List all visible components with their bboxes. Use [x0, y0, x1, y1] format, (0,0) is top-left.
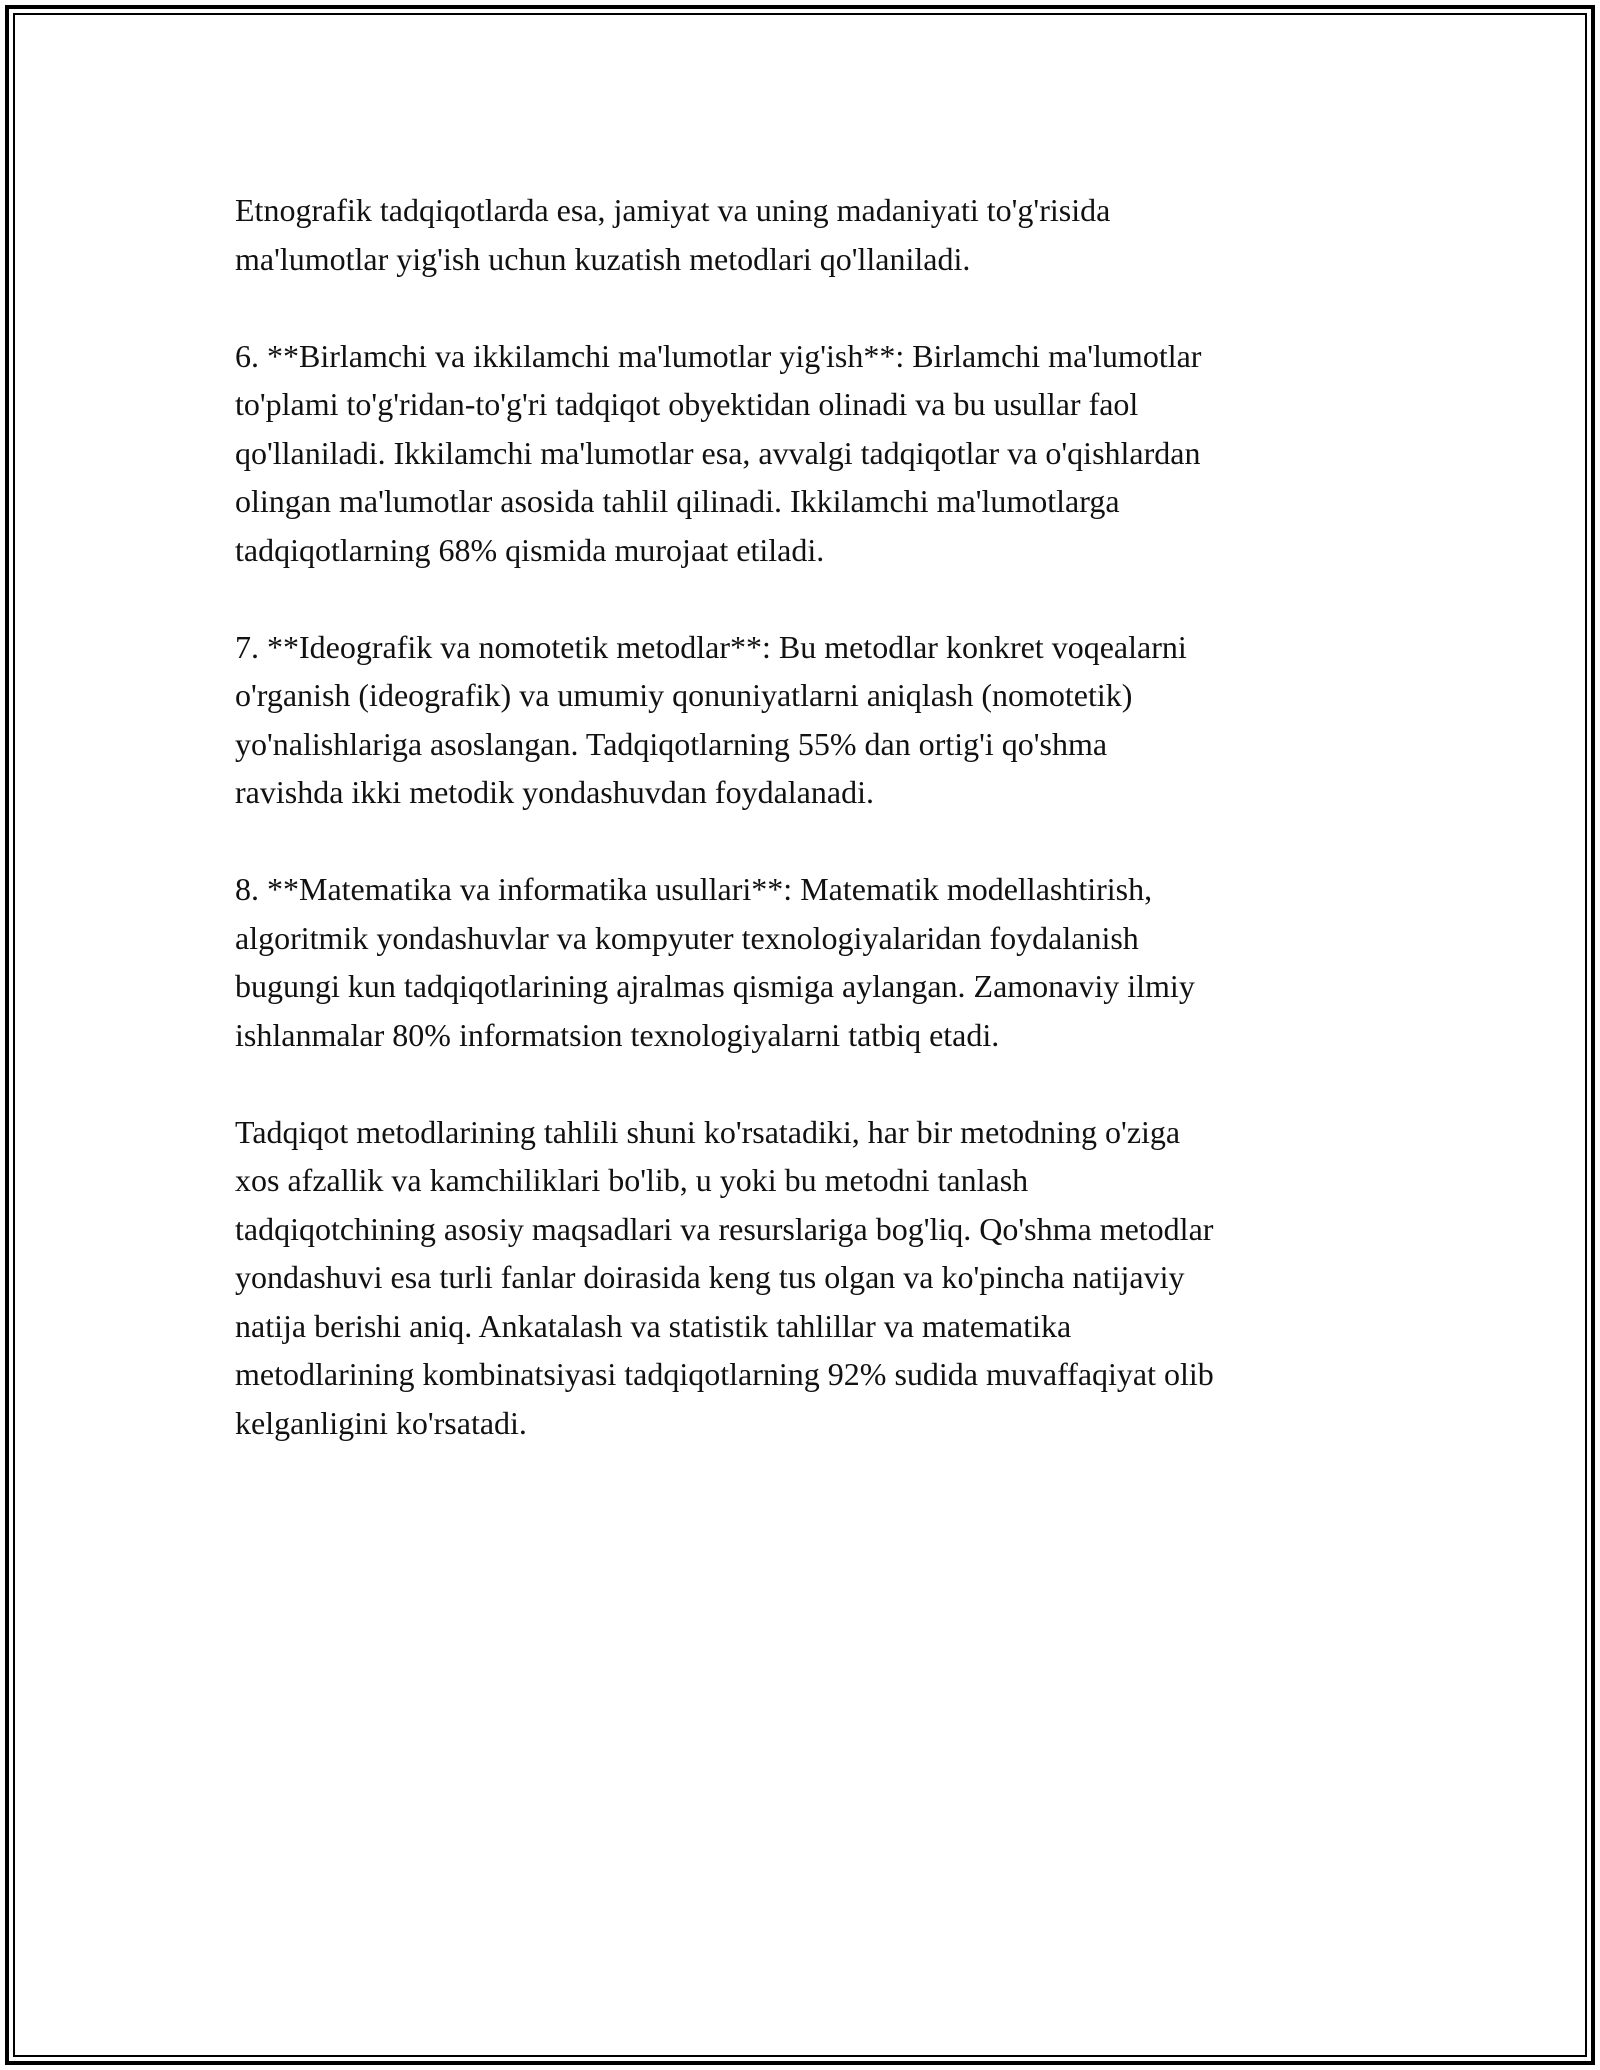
- text-line: qo'llaniladi. Ikkilamchi ma'lumotlar esa, avvalgi tadqiqotlar va o'qishlardan: [235, 434, 1201, 471]
- text-line: ma'lumotlar yig'ish uchun kuzatish metodlari qo'llaniladi.: [235, 240, 971, 277]
- text-line: natija berishi aniq. Ankatalash va statistik tahlillar va matematika: [235, 1307, 1072, 1344]
- paragraph-item-8: [235, 865, 1385, 1059]
- text-line: bugungi kun tadqiqotlarining ajralmas qismiga aylangan. Zamonaviy ilmiy: [235, 968, 1195, 1004]
- text-line: algoritmik yondashuvlar va kompyuter texnologiyalaridan foydalanish: [235, 919, 1139, 956]
- text-line: ravishda ikki metodik yondashuvdan foydalanadi.: [235, 774, 874, 810]
- text-line: Tadqiqot metodlarining tahlili shuni ko'rsatadiki, har bir metodning o'ziga: [235, 1113, 1181, 1150]
- text-line: metodlarining kombinatsiyasi tadqiqotlarning 92% sudida muvaffaqiyat olib: [235, 1356, 1214, 1392]
- text-line: olingan ma'lumotlar asosida tahlil qilinadi. Ikkilamchi ma'lumotlarga: [235, 483, 1120, 519]
- text-line: tadqiqotchining asosiy maqsadlari va resurslariga bog'liq. Qo'shma metodlar: [235, 1210, 1214, 1247]
- paragraph-item-7: [235, 623, 1385, 817]
- text-line: yondashuvi esa turli fanlar doirasida keng tus olgan va ko'pincha natijaviy: [235, 1259, 1185, 1295]
- paragraph-item-6: [235, 332, 1385, 575]
- text-line: kelganligini ko'rsatadi.: [235, 1404, 527, 1441]
- text-line: 8. **Matematika va informatika usullari**: Matematik modellashtirish,: [235, 871, 1153, 907]
- document-body: [235, 186, 1385, 1447]
- paragraph-etnografik: [235, 186, 1385, 283]
- text-line: o'rganish (ideografik) va umumiy qonuniyatlarni aniqlash (nomotetik): [235, 677, 1133, 713]
- text-line: ishlanmalar 80% informatsion texnologiyalarni tatbiq etadi.: [235, 1016, 1000, 1053]
- text-line: 7. **Ideografik va nomotetik metodlar**: Bu metodlar konkret voqealarni: [235, 628, 1187, 665]
- text-line: tadqiqotlarning 68% qismida murojaat etiladi.: [235, 531, 825, 568]
- text-line: 6. **Birlamchi va ikkilamchi ma'lumotlar yig'ish**: Birlamchi ma'lumotlar: [235, 337, 1202, 374]
- paragraph-conclusion: [235, 1108, 1385, 1448]
- text-line: to'plami to'g'ridan-to'g'ri tadqiqot obyektidan olinadi va bu usullar faol: [235, 386, 1139, 422]
- text-line: xos afzallik va kamchiliklari bo'lib, u yoki bu metodni tanlash: [235, 1162, 1029, 1198]
- text-line: Etnografik tadqiqotlarda esa, jamiyat va uning madaniyati to'g'risida: [235, 192, 1111, 228]
- text-line: yo'nalishlariga asoslangan. Tadqiqotlarning 55% dan ortig'i qo'shma: [235, 725, 1108, 762]
